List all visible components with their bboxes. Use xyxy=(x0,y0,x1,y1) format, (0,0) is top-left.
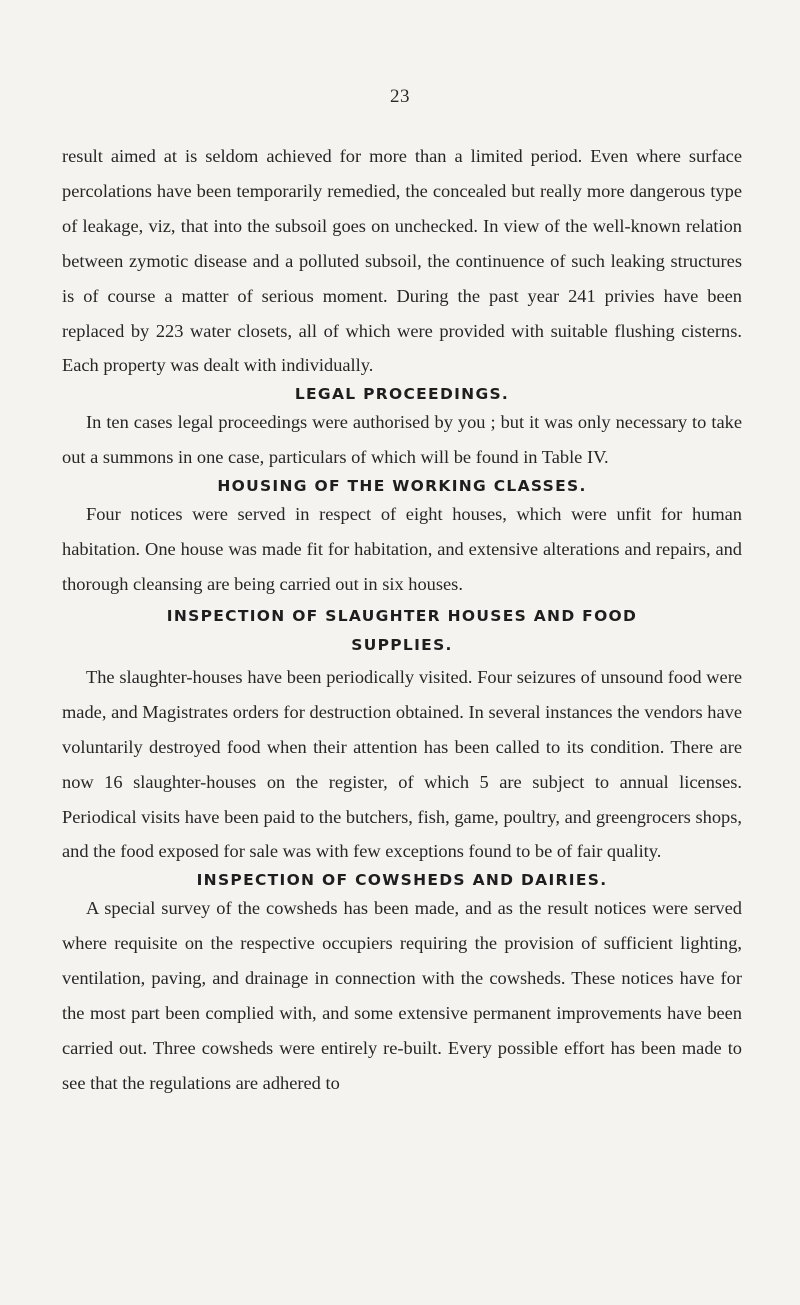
cowsheds-paragraph: A special survey of the cowsheds has been made, and as the result notices were served where requisite on the respective occupiers requiring the provision of sufficient lighting, ventilation, paving, and drainage in connection with the cowsheds. These notices have for the most part been complied with, and some extensive permanent improvements have been carried out. Three cowsheds were entirely re-built. Every possible effort has been made to see that the regulations are adhered to xyxy=(62,898,742,1093)
cowsheds-heading: INSPECTION OF COWSHEDS AND DAIRIES. xyxy=(196,871,608,890)
page-body xyxy=(62,139,742,1101)
housing-paragraph: Four notices were served in respect of eight houses, which were unfit for human habitation. One house was made fit for habitation, and extensive alterations and repairs, and thorough cleansing are being carried out in six houses. xyxy=(62,504,742,594)
legal-proceedings-heading: LEGAL PROCEEDINGS. xyxy=(294,385,510,404)
page-number: 23 xyxy=(390,86,410,107)
slaughter-heading-line2: SUPPLIES. xyxy=(351,635,453,654)
housing-heading: HOUSING OF THE WORKING CLASSES. xyxy=(217,477,587,496)
slaughter-houses-paragraph: The slaughter-houses have been periodically visited. Four seizures of unsound food were made, and Magistrates orders for destruction obtained. In several instances the vendors have voluntarily destroyed food when their attention has been called to its condition. There are now 16 slaughter-houses on the register, of which 5 are subject to annual licenses. Periodical visits have been paid to the butchers, fish, game, poultry, and greengrocers shops, and the food exposed for sale was with few exceptions found to be of fair quality. xyxy=(62,666,742,862)
slaughter-heading-line1: INSPECTION OF SLAUGHTER HOUSES AND FOOD xyxy=(166,606,638,625)
slaughter-houses-heading xyxy=(62,602,742,660)
legal-proceedings-paragraph: In ten cases legal proceedings were authorised by you ; but it was only necessary to take out a summons in one case, particulars of which will be found in Table IV. xyxy=(62,412,742,468)
intro-paragraph: result aimed at is seldom achieved for more than a limited period. Even where surface percolations have been temporarily remedied, the concealed but really more dangerous type of leakage, viz, that into the subsoil goes on unchecked. In view of the well-known relation between zymotic disease and a polluted subsoil, the continuence of such leaking structures is of course a matter of serious moment. During the past year 241 privies have been replaced by 223 water closets, all of which were provided with suitable flushing cisterns. Each property was dealt with individually. xyxy=(62,146,742,376)
